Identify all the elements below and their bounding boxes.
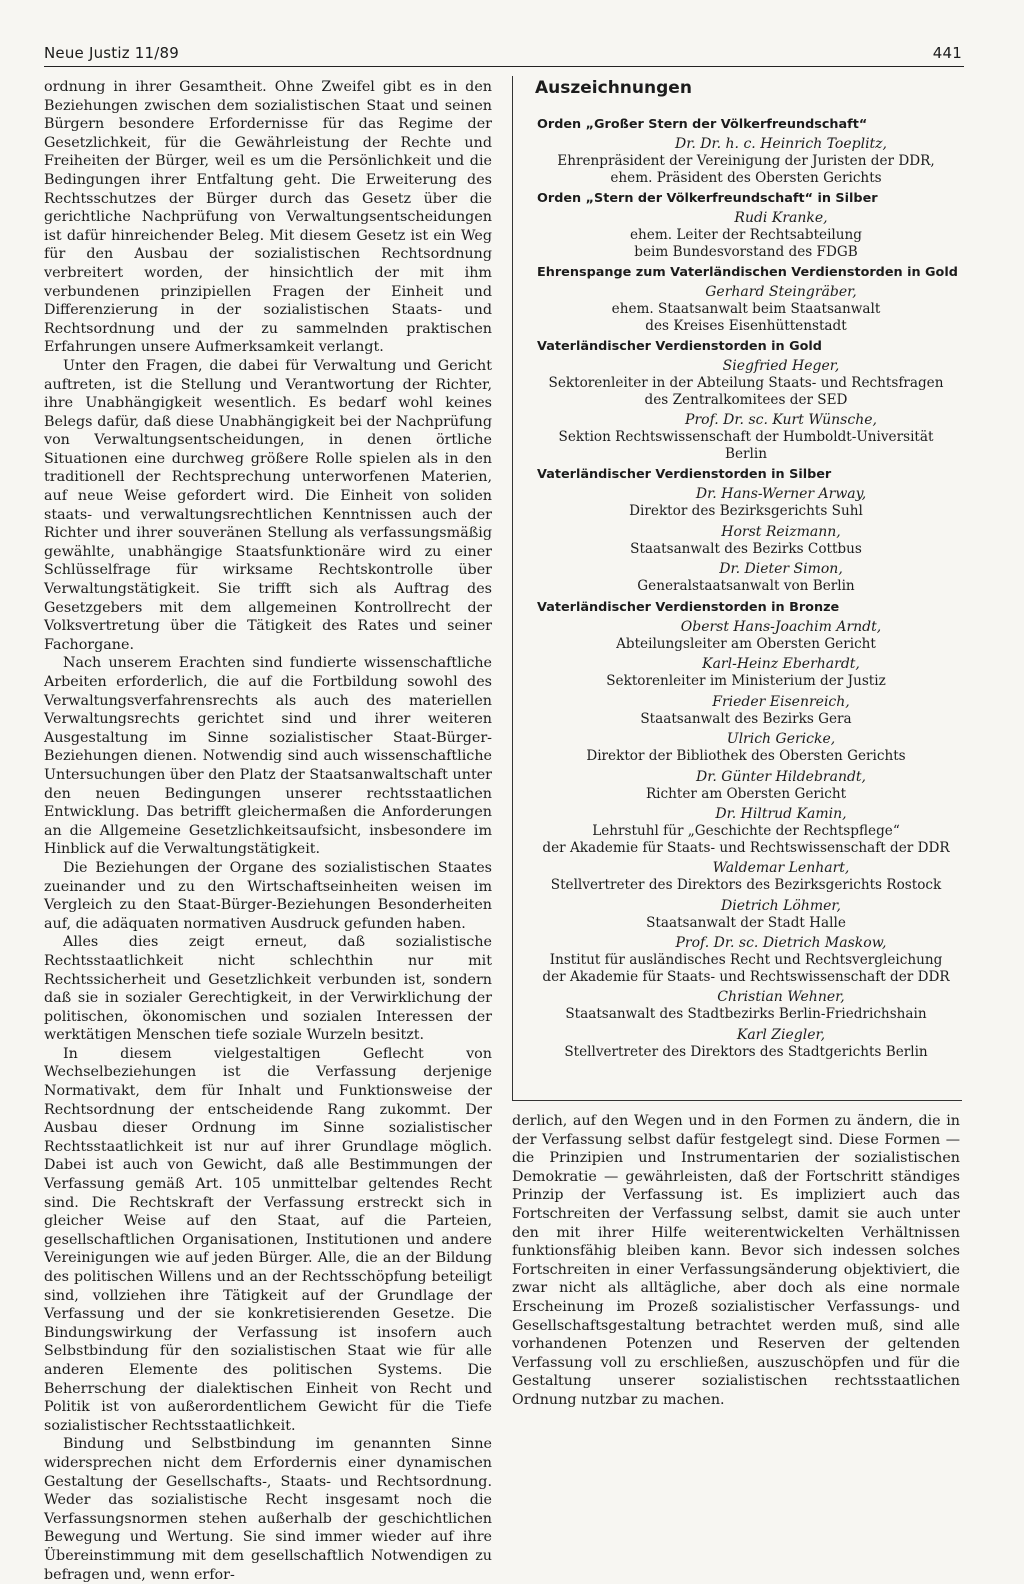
paragraph: In diesem vielgestaltigen Geflecht von Wechselbeziehungen ist die Verfassung derjenige Normativakt, dem für Inhalt und Funktionsweise der Rechtsordnung der entscheidende Rang zukommt. Der Ausbau dieser Ordnung im Sinne sozialistischer Rechtsstaatlichkeit ist nur auf ihrer Grundlage möglich. Dabei ist auch von Gewicht, daß alle Bestimmungen der Verfassung gemäß Art. 105 unmittelbar geltendes Recht sind. Die Rechtskraft der Verfassung erstreckt sich in gleicher Weise auf den Staat, auf die Parteien, gesellschaftlichen Organisationen, Institutionen und andere Vereinigungen wie auf jeden Bürger. Alle, die an der Bildung des politischen Willens und an der Rechtsschöpfung beteiligt sind, vollziehen ihre Tätigkeit auf der Grundlage der Verfassung und der sie konkretisierenden Gesetze. Die Bindungswirkung der Verfassung ist insofern auch Selbstbindung für den sozialistischen Staat wie für alle anderen Elemente des politischen Systems. Die Beherrschung der dialektischen Einheit von Recht und Politik ist von außerordentlichem Gewicht für die Tiefe sozialistischer Rechtsstaatlichkeit. (44, 1045, 492, 1434)
recipient-description: Staatsanwalt des Bezirks Cottbus (630, 540, 862, 557)
recipient-description: der Akademie für Staats- und Rechtswissenschaft der DDR (542, 839, 950, 856)
recipient-name: Horst Reizmann, (721, 523, 841, 540)
recipient-description: des Kreises Eisenhüttenstadt (645, 317, 847, 334)
recipient-description: des Zentralkomitees der SED (644, 391, 848, 408)
award-recipient (537, 412, 955, 462)
award-recipient (537, 860, 955, 894)
recipient-name: Dietrich Löhmer, (721, 897, 841, 914)
recipient-name: Oberst Hans-Joachim Arndt, (680, 618, 882, 635)
recipient-description: Stellvertreter des Direktors des Bezirksgerichts Rostock (550, 877, 942, 893)
right-text-column (512, 1112, 960, 1410)
award-recipient (537, 898, 955, 932)
recipient-description: beim Bundesvorstand des FDGB (634, 243, 858, 260)
award-recipient (537, 1027, 955, 1061)
page-number: 441 (932, 44, 962, 62)
recipient-description: Sektorenleiter in der Abteilung Staats- und Rechtsfragen (548, 375, 944, 391)
recipient-name: Gerhard Steingräber, (705, 284, 857, 300)
recipient-name: Christian Wehner, (717, 989, 845, 1005)
recipient-description: ehem. Leiter der Rechtsabteilung (630, 227, 862, 243)
paragraph: Nach unserem Erachten sind fundierte wissenschaftliche Arbeiten erforderlich, die auf die Fortbildung sowohl des Verwaltungsverfahrensrechts als auch des materiellen Verwaltungsrechts gerichtet sind und ihrer weiteren Ausgestaltung im Sinne sozialistischer Staat-Bürger-Beziehungen dienen. Notwendig sind auch wissenschaftliche Untersuchungen über den Platz der Staatsanwaltschaft unter den neuen Bedingungen unserer rechtsstaatlichen Entwicklung. Das betrifft gleichermaßen die Anforderungen an die Allgemeine Gesetzlichkeitsaufsicht, insbesondere im Hinblick auf die Verwaltungstätigkeit. (44, 655, 492, 858)
recipient-name: Dr. Dieter Simon, (719, 561, 843, 577)
paragraph: ordnung in ihrer Gesamtheit. Ohne Zweifel gibt es in den Beziehungen zwischen dem sozialistischen Staat und seinen Bürgern besondere Erfordernisse für das Regime der Gesetzlichkeit, für die Gewährleistung der Rechte und Freiheiten der Bürger, weil es um die Persönlichkeit und die Bedingungen ihrer Entfaltung geht. Die Erweiterung des Rechtsschutzes der Bürger durch das Gesetz über die gerichtliche Nachprüfung von Verwaltungsentscheidungen ist dafür hinreichender Beleg. Mit diesem Gesetz ist ein Weg für den Ausbau der sozialistischen Rechtsordnung verbreitert worden, der hinsichtlich der mit ihm verbundenen prinzipiellen Fragen der Einheit und Differenzierung in der sozialistischen Staats- und Rechtsordnung und der zu sammelnden praktischen Erfahrungen unsere Aufmerksamkeit verlangt. (44, 79, 492, 356)
award-recipient (537, 358, 955, 408)
recipient-description: Staatsanwalt der Stadt Halle (646, 914, 846, 931)
paragraph: Die Beziehungen der Organe des sozialistischen Staates zueinander und zu den Wirtschaftseinheiten weisen im Vergleich zu den Staat-Bürger-Beziehungen Besonderheiten auf, die adäquaten normativen Ausdruck gefunden haben. (44, 859, 492, 932)
recipient-description: Direktor des Bezirksgerichts Suhl (629, 503, 863, 519)
recipient-name: Dr. Hans-Werner Arway, (695, 486, 867, 502)
recipient-description: Generalstaatsanwalt von Berlin (637, 578, 855, 594)
recipient-description: der Akademie für Staats- und Rechtswissenschaft der DDR (542, 968, 950, 985)
recipient-name: Karl Ziegler, (736, 1026, 826, 1043)
recipient-name: Dr. Hiltrud Kamin, (715, 806, 847, 822)
award-recipient (537, 806, 955, 856)
award-recipient (537, 731, 955, 765)
recipient-description: Direktor der Bibliothek des Obersten Gerichts (586, 748, 906, 764)
header-rule (44, 66, 964, 67)
recipient-description: Lehrstuhl für „Geschichte der Rechtspflege“ (592, 823, 900, 839)
recipient-description: Sektion Rechtswissenschaft der Humboldt-Universität Berlin (558, 429, 934, 462)
award-recipient (537, 935, 955, 985)
award-recipient (537, 284, 955, 334)
recipient-name: Dr. Günter Hildebrandt, (695, 768, 867, 785)
recipient-description: Staatsanwalt des Bezirks Gera (640, 710, 852, 727)
recipient-name: Dr. Dr. h. c. Heinrich Toeplitz, (674, 136, 888, 152)
recipient-description: Staatsanwalt des Stadtbezirks Berlin-Friedrichshain (565, 1006, 927, 1022)
journal-issue-header: Neue Justiz 11/89 (44, 44, 180, 62)
paragraph: derlich, auf den Wegen und in den Formen zu ändern, die in der Verfassung selbst dafür festgelegt sind. Diese Formen — die Prinzipien und Instrumentarien der sozialistischen Demokratie — gewährleisten, daß der Fortschritt ständiges Prinzip der Verfassung ist. Es impliziert auch das Fortschreiten der Verfassung selbst, damit sie auch unter den mit ihrer Hilfe weiterentwickelten Verhältnissen funktionsfähig bleiben kann. Bevor sich indessen solches Fortschreiten in einer Verfassungsänderung objektiviert, die zwar nicht als alltägliche, aber doch als eine normale Erscheinung im Prozeß sozialistischer Verfassungs- und Gesellschaftsgestaltung betrachtet werden muß, sind alle vorhandenen Potenzen und Reserven der geltenden Verfassung voll zu erschließen, auszuschöpfen und für die Gestaltung unserer sozialistischen rechtsstaatlichen Ordnung nutzbar zu machen. (512, 1113, 960, 1408)
recipient-description: Ehrenpräsident der Vereinigung der Juristen der DDR, (557, 153, 935, 169)
award-recipient (537, 486, 955, 520)
recipient-description: Sektorenleiter im Ministerium der Justiz (606, 673, 886, 689)
recipient-name: Ulrich Gericke, (726, 731, 836, 747)
recipient-description: Institut für ausländisches Recht und Rechtsvergleichung (549, 952, 943, 968)
award-category: Ehrenspange zum Vaterländischen Verdienstorden in Gold (537, 265, 958, 280)
paragraph: Bindung und Selbstbindung im genannten Sinne widersprechen nicht dem Erfordernis einer dynamischen Gestaltung der Gesellschafts-, Staats- und Rechtsordnung. Weder das sozialistische Recht insgesamt noch die Verfassungsnormen stehen außerhalb der geschichtlichen Bewegung und Wertung. Sie sind immer wieder auf ihre Übereinstimmung mit dem gesellschaftlich Notwendigen zu befragen und, wenn erfor- (44, 1436, 492, 1583)
award-category: Vaterländischer Verdienstorden in Gold (537, 339, 822, 354)
awards-box (512, 76, 962, 1101)
recipient-name: Prof. Dr. sc. Kurt Wünsche, (685, 412, 877, 428)
recipient-description: Stellvertreter des Direktors des Stadtgerichts Berlin (564, 1043, 928, 1060)
award-recipient (537, 989, 955, 1023)
recipient-description: Abteilungsleiter am Obersten Gericht (616, 635, 876, 652)
left-text-column (44, 78, 492, 1584)
award-category: Vaterländischer Verdienstorden in Bronze (537, 599, 840, 615)
award-recipient (537, 210, 955, 260)
recipient-name: Karl-Heinz Eberhardt, (702, 656, 860, 672)
recipient-description: Richter am Obersten Gericht (645, 785, 847, 802)
award-recipient (537, 619, 955, 653)
award-recipient (537, 561, 955, 595)
award-recipient (537, 136, 955, 186)
recipient-name: Siegfried Heger, (722, 358, 840, 374)
award-recipient (537, 524, 955, 558)
recipient-name: Frieder Eisenreich, (712, 693, 850, 710)
award-category: Orden „Großer Stern der Völkerfreundschaft“ (537, 117, 868, 132)
awards-title: Auszeichnungen (535, 78, 692, 98)
award-category: Vaterländischer Verdienstorden in Silber (537, 467, 832, 482)
recipient-description: ehem. Präsident des Obersten Gerichts (610, 169, 882, 186)
recipient-name: Rudi Kranke, (734, 210, 828, 226)
award-category: Orden „Stern der Völkerfreundschaft“ in Silber (537, 191, 878, 206)
awards-list (537, 114, 958, 1064)
recipient-name: Waldemar Lenhart, (712, 860, 850, 876)
award-recipient (537, 656, 955, 690)
paragraph: Unter den Fragen, die dabei für Verwaltung und Gericht auftreten, ist die Stellung und Verantwortung der Richter, ihre Unabhängigkeit wesentlich. Es bedarf wohl keines Belegs dafür, daß diese Unabhängigkeit bei der Nachprüfung von Verwaltungsentscheidungen, in denen örtliche Situationen eine durchweg größere Rolle spielen als in den traditionell der Rechtsprechung unterworfenen Materien, auf neue Weise gefordert wird. Die Einheit von soliden staats- und verwaltungsrechtlichen Kenntnissen auch der Richter und ihrer souveränen Stellung als verfassungsmäßig gewählte, unabhängige Staatsfunktionäre wird zu einer Schlüsselfrage für wirksame Rechtskontrolle über Verwaltungstätigkeit. Sie trifft sich als Auftrag des Gesetzgebers mit dem allgemeinen Kontrollrecht der Volksvertretung über die Tätigkeit des Rates und seiner Fachorgane. (44, 357, 492, 653)
paragraph: Alles dies zeigt erneut, daß sozialistische Rechtsstaatlichkeit nicht schlechthin nur mit Rechtssicherheit und Gesetzlichkeit verbunden ist, sondern daß sie in sozialer Gerechtigkeit, in der Verwirklichung der politischen, ökonomischen und sozialen Interessen der werktätigen Menschen tiefe soziale Wurzeln besitzt. (44, 934, 492, 1044)
award-recipient (537, 694, 955, 728)
recipient-name: Prof. Dr. sc. Dietrich Maskow, (675, 935, 887, 951)
recipient-description: ehem. Staatsanwalt beim Staatsanwalt (611, 301, 881, 317)
award-recipient (537, 769, 955, 803)
